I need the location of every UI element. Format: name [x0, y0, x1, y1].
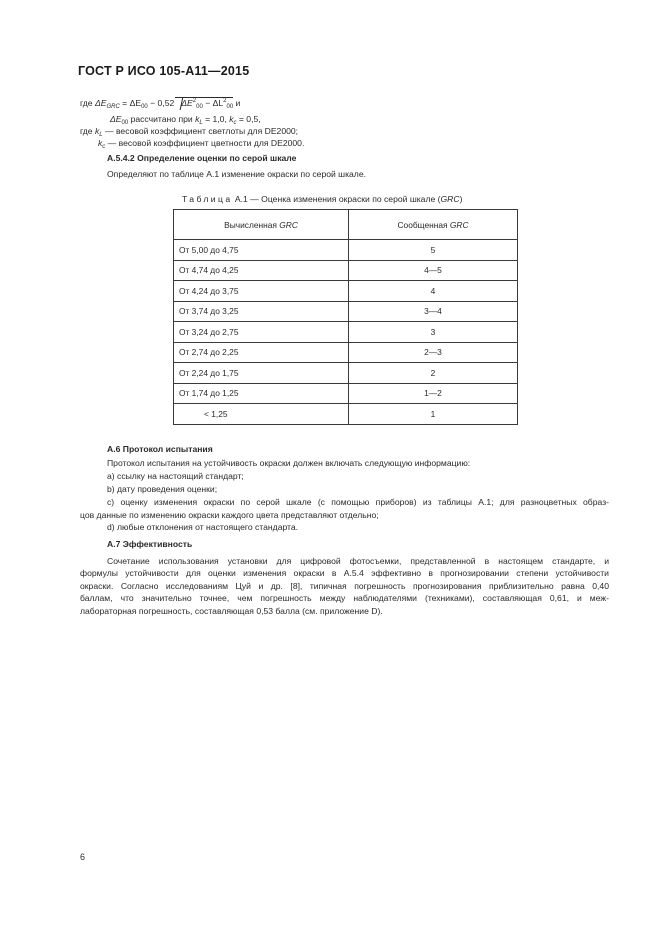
- calc-cell: От 2,74 до 2,25: [174, 342, 349, 363]
- rep-cell: 3: [349, 322, 518, 343]
- table-row: [174, 363, 518, 384]
- page-number: 6: [80, 852, 86, 862]
- rep-cell: 4: [349, 281, 518, 302]
- table-row: [174, 281, 518, 302]
- column-header-calculated: Вычисленная GRC: [174, 210, 349, 240]
- list-item: c) оценку изменения окраски по серой шкале (с помощью приборов) из таблицы А.1; для разноцветных образ-: [107, 497, 609, 507]
- table-row: [174, 240, 518, 261]
- section-a6-intro: Протокол испытания на устойчивость окраски должен включать следующую информацию:: [107, 458, 471, 468]
- calc-cell: От 2,24 до 1,75: [174, 363, 349, 384]
- calc-cell: От 5,00 до 4,75: [174, 240, 349, 261]
- table-row: [174, 342, 518, 363]
- calc-cell: От 4,24 до 3,75: [174, 281, 349, 302]
- paragraph-line: формулы устойчивости для оценки изменения окраски в А.5.4 эффективно в прогнозировании степени устойчивости: [80, 568, 609, 578]
- table-caption: Таблица А.1 — Оценка изменения окраски по серой шкале (GRC): [182, 194, 463, 204]
- rep-cell: 5: [349, 240, 518, 261]
- calc-cell: От 3,74 до 3,25: [174, 301, 349, 322]
- table-row: [174, 260, 518, 281]
- calc-cell: От 3,24 до 2,75: [174, 322, 349, 343]
- rep-cell: 2—3: [349, 342, 518, 363]
- section-a542-heading: А.5.4.2 Определение оценки по серой шкале: [107, 153, 297, 163]
- paragraph-line: баллам, что значительно точнее, чем погрешность между наблюдателями (техниками), составляющая 0,61, и меж-: [80, 593, 609, 603]
- rep-cell: 1—2: [349, 383, 518, 404]
- table-row: [174, 322, 518, 343]
- rep-cell: 2: [349, 363, 518, 384]
- rep-cell: 1: [349, 404, 518, 425]
- paragraph-line: окраски. Согласно исследованиям Цуй и др. [8], типичная погрешность прогнозирования приблизительно равна 0,40: [80, 581, 609, 591]
- formula-note-3: $k_c$ — весовой коэффициент цветности для DE2000.: [98, 138, 305, 150]
- table-row: [174, 301, 518, 322]
- formula-note-1: $\Delta E_{00}$ рассчитано при $k_L = 1,0$, $k_c = 0,5$,: [110, 114, 261, 126]
- section-a7-heading: А.7 Эффективность: [107, 539, 193, 549]
- list-item: b) дату проведения оценки;: [107, 484, 218, 494]
- calc-cell: < 1,25: [174, 404, 349, 425]
- rep-cell: 4—5: [349, 260, 518, 281]
- paragraph-line: Сочетание использования установки для цифровой фотосъемки, представленной в настоящем стандарте, и: [107, 556, 609, 566]
- column-header-reported: Сообщенная GRC: [349, 210, 518, 240]
- table-row: [174, 383, 518, 404]
- list-item: a) ссылку на настоящий стандарт;: [107, 471, 244, 481]
- formula-note-2: где $k_L$ — весовой коэффициент светлоты для DE2000;: [80, 126, 299, 138]
- list-item: d) любые отклонения от настоящего стандарта.: [107, 522, 299, 532]
- section-a6-heading: А.6 Протокол испытания: [107, 444, 213, 454]
- rep-cell: 3—4: [349, 301, 518, 322]
- table-header-row: [174, 210, 518, 240]
- section-a542-text: Определяют по таблице А.1 изменение окраски по серой шкале.: [107, 169, 366, 179]
- document-header: ГОСТ Р ИСО 105-A11—2015: [78, 64, 250, 78]
- calc-cell: От 4,74 до 4,25: [174, 260, 349, 281]
- square-root-sign: $\Delta E^2_{00} - \Delta L^2_{00}$: [175, 97, 233, 109]
- calc-cell: От 1,74 до 1,25: [174, 383, 349, 404]
- grc-table: [173, 209, 518, 425]
- paragraph-line: лабораторная погрешность, составляющая 0,53 балла (см. приложение D).: [80, 606, 383, 616]
- table-row: [174, 404, 518, 425]
- grc-formula: где $\Delta E_{GRC} = \Delta E_{00} - 0,52$ $\Delta E^2_{00} - \Delta L^2_{00}$ и: [80, 98, 241, 110]
- list-item-continuation: цов данные по изменению окраски каждого цвета представляют отдельно;: [80, 510, 379, 520]
